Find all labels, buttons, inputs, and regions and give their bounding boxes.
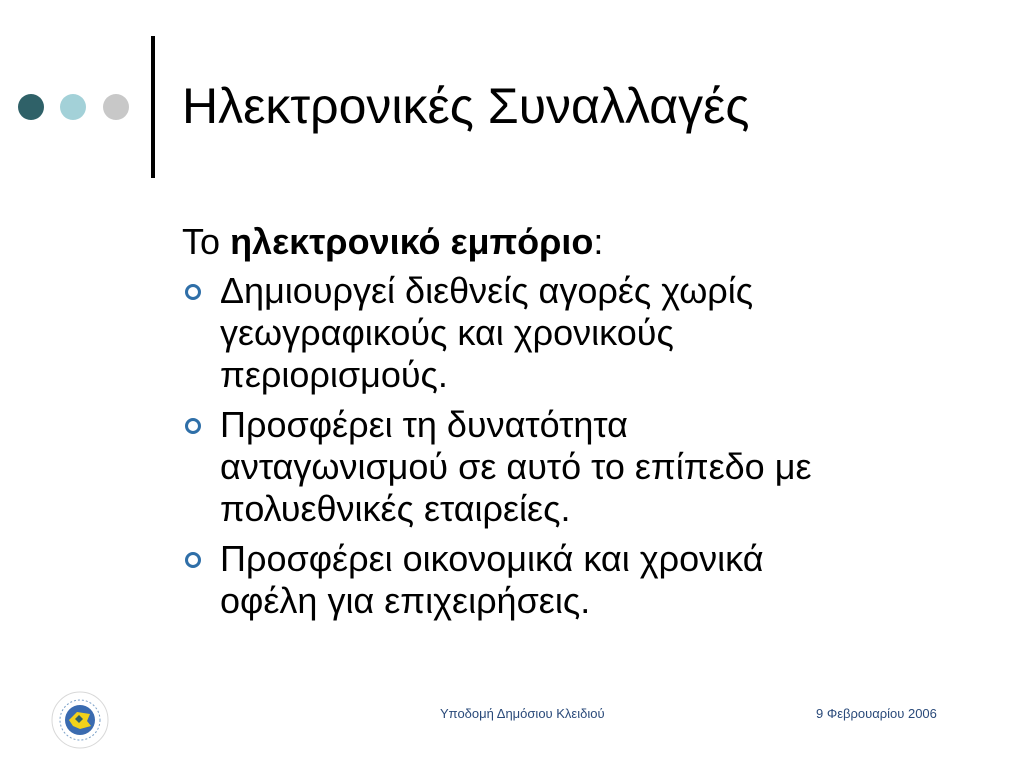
slide-content — [182, 220, 962, 630]
decorative-dot-light — [60, 94, 86, 120]
bullet-item — [182, 404, 962, 530]
ring-bullet-icon — [185, 552, 201, 568]
ring-bullet-icon — [185, 418, 201, 434]
bullet-list — [182, 270, 962, 622]
footer-title: Υποδομή Δημόσιου Κλειδιού — [440, 706, 605, 721]
slide-title: Ηλεκτρονικές Συναλλαγές — [182, 78, 750, 134]
intro-suffix: : — [593, 221, 604, 262]
bullet-line: Προσφέρει τη δυνατότητα — [220, 404, 628, 445]
intro-prefix: Το — [182, 221, 231, 262]
intro-line — [182, 220, 962, 264]
bullet-line: περιορισμούς. — [220, 354, 448, 395]
bullet-line: Δημιουργεί διεθνείς αγορές χωρίς — [220, 270, 754, 311]
footer-date: 9 Φεβρουαρίου 2006 — [816, 706, 937, 721]
bullet-item — [182, 538, 962, 622]
decorative-dot-dark — [18, 94, 44, 120]
organization-seal-logo — [50, 690, 110, 750]
title-divider — [151, 36, 155, 178]
bullet-line: οφέλη για επιχειρήσεις. — [220, 580, 591, 621]
intro-bold-term: ηλεκτρονικό εμπόριο — [230, 221, 594, 262]
ring-bullet-icon — [185, 284, 201, 300]
bullet-line: ανταγωνισμού σε αυτό το επίπεδο με — [220, 446, 812, 487]
bullet-line: Προσφέρει οικονομικά και χρονικά — [220, 538, 764, 579]
decorative-dot-grey — [103, 94, 129, 120]
bullet-line: πολυεθνικές εταιρείες. — [220, 488, 571, 529]
bullet-line: γεωγραφικούς και χρονικούς — [220, 312, 674, 353]
bullet-item — [182, 270, 962, 396]
